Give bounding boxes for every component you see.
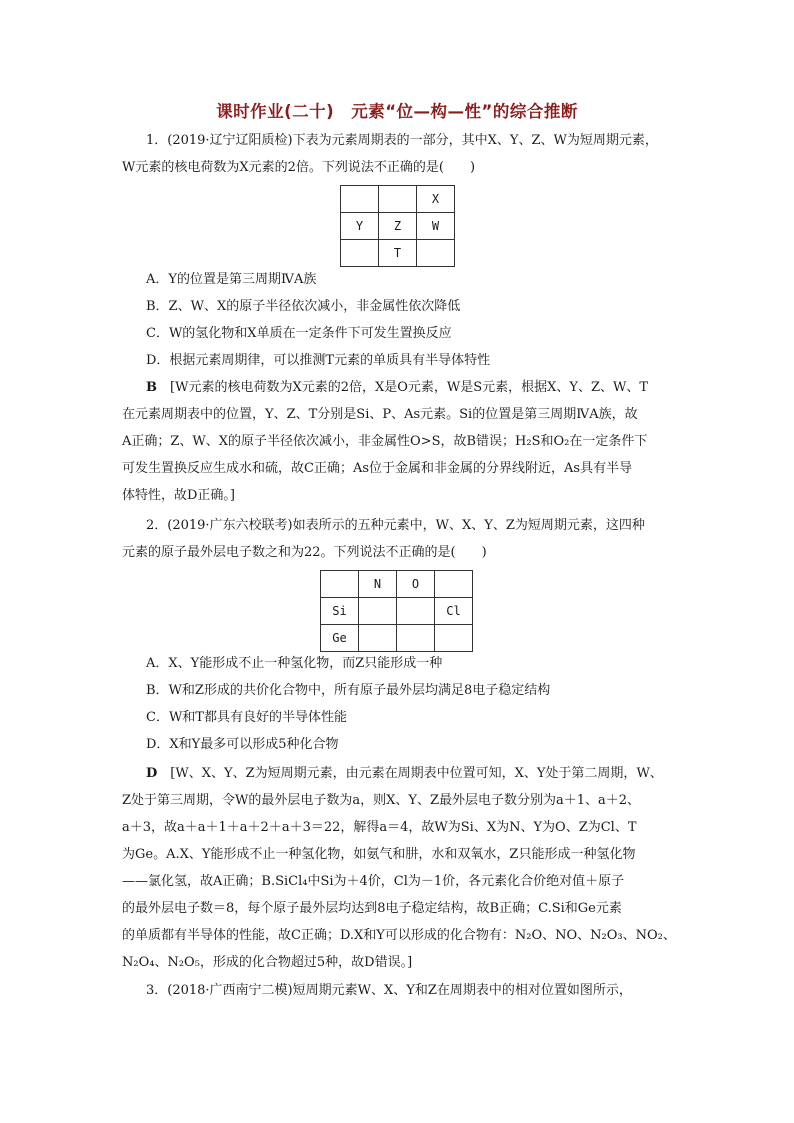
q3-stem-line-1: 3．(2018·广西南宁二模)短周期元素W、X、Y和Z在周期表中的相对位置如图所示， — [146, 983, 632, 998]
table-cell — [435, 571, 473, 598]
q1-option-b: B．Z、W、X的原子半径依次减小，非金属性依次降低 — [146, 299, 461, 314]
q1-answer-key: B — [146, 380, 157, 395]
table-cell: X — [417, 186, 455, 213]
table-cell — [321, 571, 359, 598]
q2-stem-line-1: 2．(2019·广东六校联考)如表所示的五种元素中，W、X、Y、Z为短周期元素，这四种 — [146, 518, 645, 533]
q1-explanation-start: [W元素的核电荷数为X元素的2倍，X是O元素，W是S元素，根据X、Y、Z、W、T — [170, 380, 649, 395]
q2-explanation-line-7: 的单质都有半导体的性能，故C正确；D.X和Y可以形成的化合物有：N₂O、NO、N₂O₃、NO₂、 — [122, 928, 676, 943]
table-cell — [397, 598, 435, 625]
table-cell — [341, 186, 379, 213]
q1-explanation-line-3: A正确；Z、W、X的原子半径依次减小，非金属性O>S，故B错误；H₂S和O₂在一定条件下 — [122, 434, 648, 449]
table-cell — [359, 625, 397, 652]
q1-explanation-line-1 — [146, 378, 680, 398]
q2-answer-key: D — [146, 766, 158, 781]
table-cell — [435, 625, 473, 652]
q2-explanation-line-3: a＋3，故a＋a＋1＋a＋2＋a＋3＝22，解得a＝4，故W为Si、X为N、Y为O、Z为Cl、T — [122, 820, 637, 835]
q2-option-b: B．W和Z形成的共价化合物中，所有原子最外层均满足8电子稳定结构 — [146, 683, 551, 698]
q1-explanation-line-4: 可发生置换反应生成水和硫，故C正确；As位于金属和非金属的分界线附近，As具有半导 — [122, 461, 633, 476]
q1-option-a: A．Y的位置是第三周期ⅣA族 — [146, 272, 317, 287]
q1-periodic-table — [340, 185, 455, 267]
table-row — [321, 598, 473, 625]
table-cell: Si — [321, 598, 359, 625]
table-row — [341, 213, 455, 240]
q2-option-a: A．X、Y能形成不止一种氢化物，而Z只能形成一种 — [146, 656, 443, 671]
q1-explanation-line-5: 体特性，故D正确。] — [122, 488, 235, 503]
q2-periodic-table — [320, 570, 473, 652]
table-cell: Z — [379, 213, 417, 240]
table-cell: O — [397, 571, 435, 598]
q2-explanation-line-5: ——氯化氢，故A正确；B.SiCl₄中Si为＋4价，Cl为－1价，各元素化合价绝对值＋原子 — [122, 874, 625, 889]
table-cell: W — [417, 213, 455, 240]
q1-option-c: C．W的氢化物和X单质在一定条件下可发生置换反应 — [146, 326, 452, 341]
table-row — [321, 571, 473, 598]
q2-option-d: D．X和Y最多可以形成5种化合物 — [146, 737, 339, 752]
page-title: 课时作业(二十) 元素“位—构—性”的综合推断 — [216, 102, 578, 121]
table-cell — [417, 240, 455, 267]
table-row — [341, 186, 455, 213]
q2-explanation-line-2: Z处于第三周期，令W的最外层电子数为a，则X、Y、Z最外层电子数分别为a＋1、a＋2、 — [122, 793, 641, 808]
table-cell: Cl — [435, 598, 473, 625]
q2-explanation-line-1 — [146, 764, 680, 784]
q2-explanation-line-6: 的最外层电子数＝8，每个原子最外层均达到8电子稳定结构，故B正确；C.Si和Ge元素 — [122, 901, 622, 916]
table-cell — [379, 186, 417, 213]
table-cell — [397, 625, 435, 652]
table-cell — [341, 240, 379, 267]
table-cell — [359, 598, 397, 625]
table-cell: T — [379, 240, 417, 267]
table-cell: Y — [341, 213, 379, 240]
table-cell: Ge — [321, 625, 359, 652]
q1-stem-line-1: 1．(2019·辽宁辽阳质检)下表为元素周期表的一部分，其中X、Y、Z、W为短周期元素， — [146, 133, 658, 148]
q1-stem-line-2: W元素的核电荷数为X元素的2倍。下列说法不正确的是( ) — [122, 160, 476, 175]
table-row — [341, 240, 455, 267]
q1-option-d: D．根据元素周期律，可以推测T元素的单质具有半导体特性 — [146, 353, 491, 368]
q2-explanation-line-4: 为Ge。A.X、Y能形成不止一种氢化物，如氨气和肼，水和双氧水，Z只能形成一种氢化物 — [122, 847, 636, 862]
q1-explanation-line-2: 在元素周期表中的位置，Y、Z、T分别是Si、P、As元素。Si的位置是第三周期ⅣA族，故 — [122, 407, 638, 422]
q2-explanation-start: [W、X、Y、Z为短周期元素，由元素在周期表中位置可知，X、Y处于第二周期，W、 — [170, 766, 663, 781]
q2-option-c: C．W和T都具有良好的半导体性能 — [146, 710, 347, 725]
table-row — [321, 625, 473, 652]
q2-explanation-line-8: N₂O₄、N₂O₅，形成的化合物超过5种，故D错误。] — [122, 955, 413, 970]
table-cell: N — [359, 571, 397, 598]
q2-stem-line-2: 元素的原子最外层电子数之和为22。下列说法不正确的是( ) — [122, 545, 487, 560]
